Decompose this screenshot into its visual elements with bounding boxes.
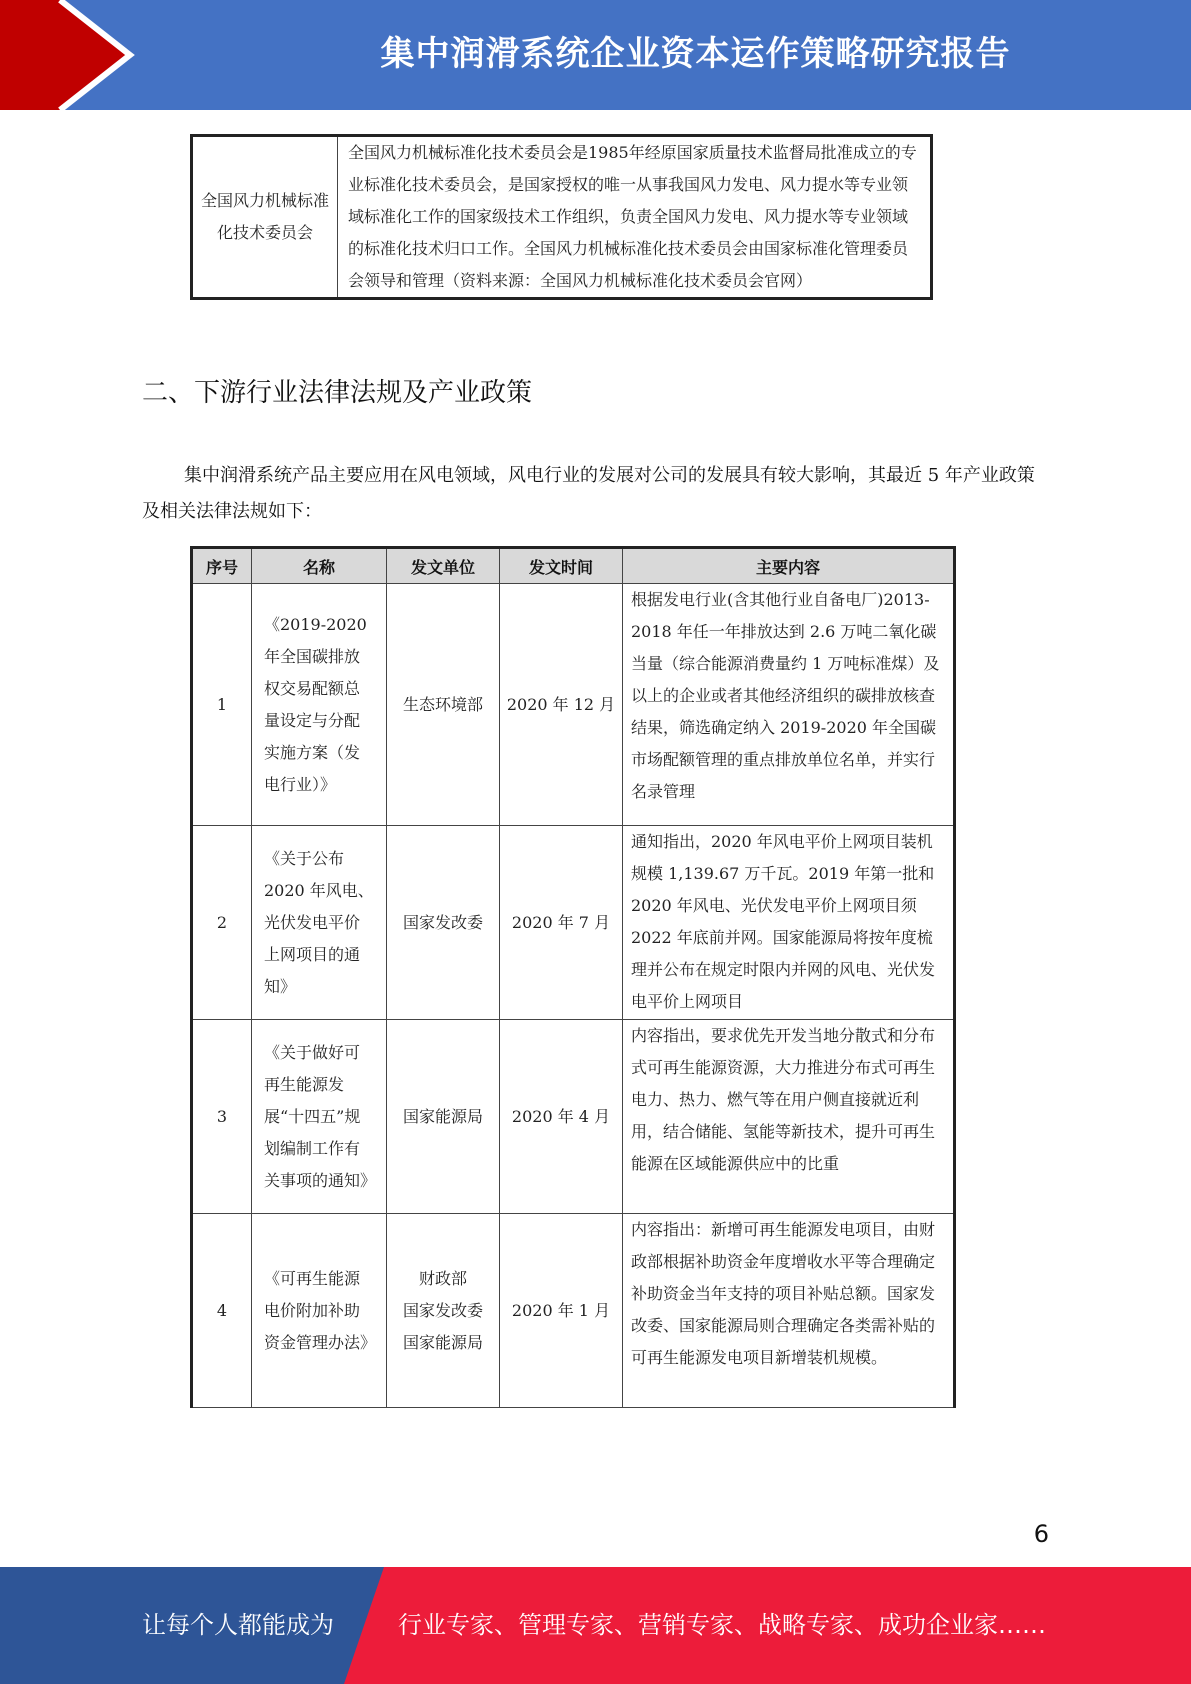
table-row [192,826,955,1020]
policy-content: 内容指出：新增可再生能源发电项目，由财政部根据补助资金年度增收水平等合理确定补助资金当年支持的项目补贴总额。国家发改委、国家能源局则合理确定各类需补贴的可再生能源发电项目新增装机规模。 [623,1214,955,1408]
row-number: 4 [192,1214,252,1408]
table-row [192,1214,955,1408]
policy-name: 《关于公布 2020 年风电、光伏发电平价上网项目的通知》 [252,826,387,1020]
header-date: 发文时间 [500,548,623,584]
header-no: 序号 [192,548,252,584]
issuing-unit [387,584,500,826]
issuing-unit [387,1214,500,1408]
intro-paragraph: 集中润滑系统产品主要应用在风电领域，风电行业的发展对公司的发展具有较大影响，其最近 5 年产业政策及相关法律法规如下： [142,465,1035,522]
policy-name: 《2019-2020 年全国碳排放权交易配额总量设定与分配实施方案（发电行业）》 [252,584,387,826]
table-row [192,1020,955,1214]
header-arrow-decoration [0,0,200,110]
committee-description-cell: 全国风力机械标准化技术委员会是1985年经原国家质量技术监督局批准成立的专业标准化技术委员会，是国家授权的唯一从事我国风力发电、风力提水等专业领域标准化工作的国家级技术工作组织，负责全国风力发电、风力提水等专业领域的标准化技术归口工作。全国风力机械标准化技术委员会由国家标准化管理委员会领导和管理（资料来源：全国风力机械标准化技术委员会官网） [338,136,932,299]
issue-date: 2020 年 4 月 [500,1020,623,1214]
issue-date: 2020 年 7 月 [500,826,623,1020]
header-content: 主要内容 [623,548,955,584]
footer-slogan-right: 行业专家、管理专家、营销专家、战略专家、成功企业家…… [398,1611,1046,1639]
table-row [192,584,955,826]
policy-content: 内容指出，要求优先开发当地分散式和分布式可再生能源资源，大力推进分布式可再生电力、热力、燃气等在用户侧直接就近利用，结合储能、氢能等新技术，提升可再生能源在区域能源供应中的比重 [623,1020,955,1214]
page-footer [0,1567,1191,1684]
issuing-unit-line: 财政部 [418,1268,467,1288]
table-row [192,136,932,299]
header-name: 名称 [252,548,387,584]
row-number: 2 [192,826,252,1020]
policy-content: 根据发电行业(含其他行业自备电厂)2013-2018 年任一年排放达到 2.6 万吨二氧化碳当量（综合能源消费量约 1 万吨标准煤）及以上的企业或者其他经济组织的碳排放核查结果，筛选确定纳入 2019-2020 年全国碳市场配额管理的重点排放单位名单，并实行名录管理 [623,584,955,826]
policy-table [190,546,956,1408]
page-header [0,0,1191,110]
header-unit: 发文单位 [387,548,500,584]
policy-name: 《关于做好可再生能源发展“十四五”规划编制工作有关事项的通知》 [252,1020,387,1214]
issuing-unit [387,826,500,1020]
issuing-unit-line: 国家能源局 [402,1106,483,1126]
committee-table [190,134,933,300]
row-number: 1 [192,584,252,826]
issuing-unit-line: 国家能源局 [402,1332,483,1352]
issue-date: 2020 年 12 月 [500,584,623,826]
section-heading: 二、下游行业法律法规及产业政策 [142,378,533,408]
footer-slogan-left: 让每个人都能成为 [142,1611,334,1639]
page-number: 6 [1033,1520,1049,1548]
issuing-unit-line: 国家发改委 [402,1300,483,1320]
issuing-unit [387,1020,500,1214]
policy-name: 《可再生能源电价附加补助资金管理办法》 [252,1214,387,1408]
row-number: 3 [192,1020,252,1214]
issuing-unit-line: 国家发改委 [402,912,483,932]
committee-name-cell: 全国风力机械标准化技术委员会 [192,136,338,299]
issue-date: 2020 年 1 月 [500,1214,623,1408]
table-header-row [192,548,955,584]
report-title: 集中润滑系统企业资本运作策略研究报告 [380,34,1011,74]
policy-content: 通知指出，2020 年风电平价上网项目装机规模 1,139.67 万千瓦。2019 年第一批和 2020 年风电、光伏发电平价上网项目须 2022 年底前并网。国家能源局将按年度梳理并公布在规定时限内并网的风电、光伏发电平价上网项目 [623,826,955,1020]
issuing-unit-line: 生态环境部 [402,694,483,714]
